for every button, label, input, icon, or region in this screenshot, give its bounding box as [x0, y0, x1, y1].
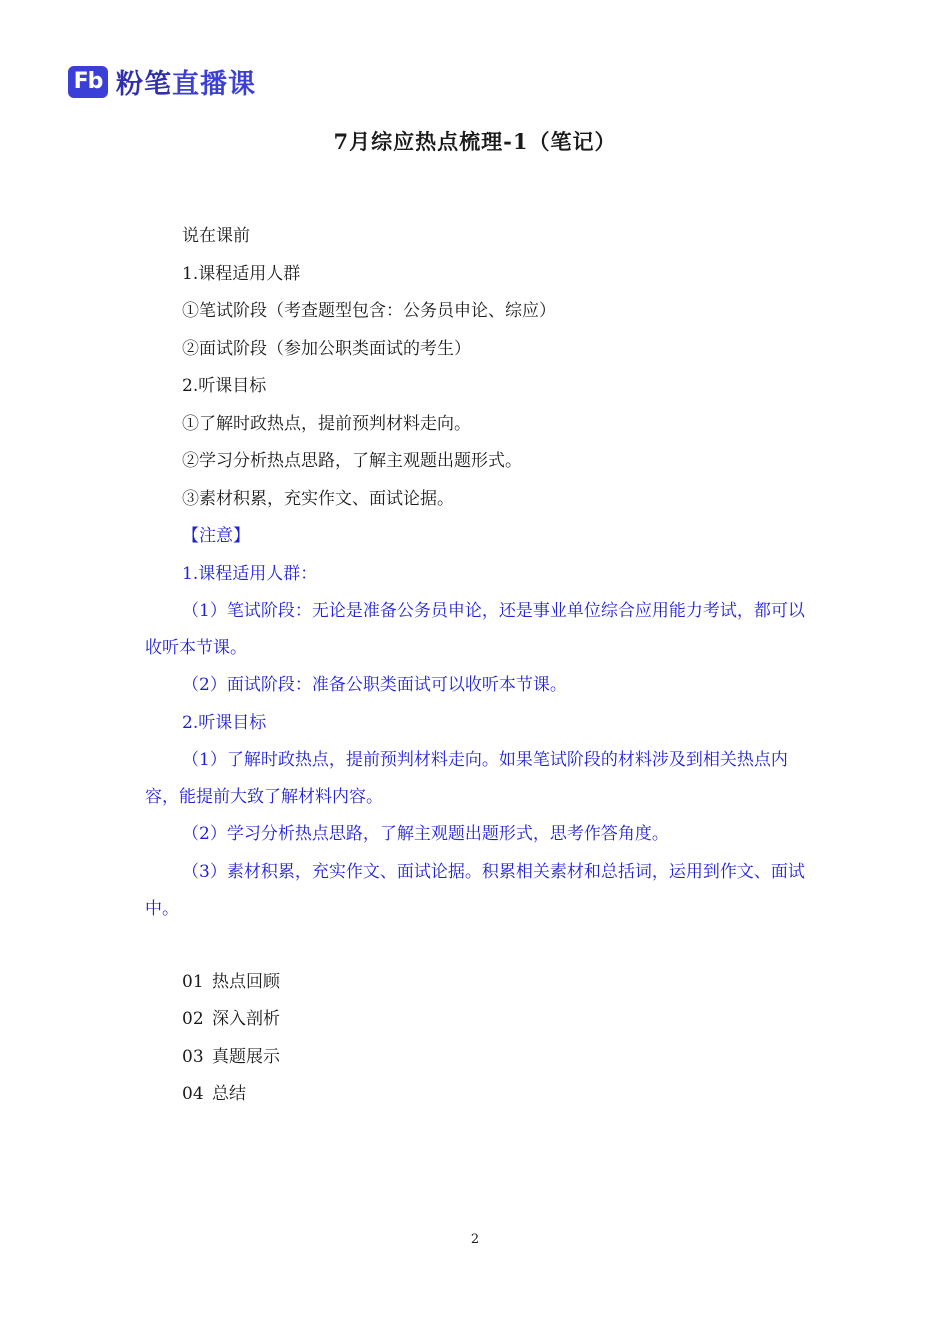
intro-heading: 说在课前 [182, 226, 250, 246]
outline-item-number: 04 [182, 1084, 204, 1104]
outline-item-label: 热点回顾 [212, 971, 280, 992]
brand-name [116, 62, 256, 101]
note-section-1-paragraph-2: （2）面试阶段：准备公职类面试可以收听本节课。 [182, 675, 567, 695]
outline-item-label: 总结 [212, 1084, 246, 1104]
outline-item-label: 深入剖析 [212, 1009, 280, 1029]
outline-item-number: 01 [182, 971, 204, 992]
intro-section-2-title: 2.听课目标 [182, 376, 267, 396]
intro-section-2-item-b: ②学习分析热点思路，了解主观题出题形式。 [182, 451, 522, 471]
intro-section-2-item-c: ③素材积累，充实作文、面试论据。 [182, 488, 454, 509]
outline-item-number: 03 [182, 1046, 204, 1067]
outline-item [145, 1076, 810, 1114]
note-section-1-paragraph-1: （1）笔试阶段：无论是准备公务员申论，还是事业单位综合应用能力考试，都可以收听本节课。 [145, 601, 805, 658]
note-section-2-title: 2.听课目标 [182, 712, 267, 733]
page-number: 2 [470, 1232, 480, 1247]
brand-name-a: 粉笔 [116, 69, 172, 100]
intro-section-2-item-a: ①了解时政热点，提前预判材料走向。 [182, 413, 471, 434]
outline-item [145, 964, 810, 1002]
note-section-2-paragraph-3: （3）素材积累，充实作文、面试论据。积累相关素材和总括词，运用到作文、面试中。 [145, 861, 805, 919]
document-title: 7月综应热点梳理-1（笔记） [333, 129, 617, 154]
note-section-1-title: 1.课程适用人群： [182, 563, 318, 584]
outline-item [145, 1039, 810, 1077]
outline-item-label: 真题展示 [212, 1046, 280, 1067]
outline-item-number: 02 [182, 1009, 204, 1029]
brand-name-b: 直播课 [172, 69, 256, 100]
brand-logo [68, 62, 256, 101]
intro-section-1-item-a: ①笔试阶段（考查题型包含：公务员申论、综应） [182, 301, 556, 321]
note-section-2-paragraph-2: （2）学习分析热点思路，了解主观题出题形式，思考作答角度。 [182, 824, 669, 844]
fb-logo-icon: Fb [68, 66, 108, 98]
note-heading: 【注意】 [182, 526, 250, 546]
intro-section-1-title: 1.课程适用人群 [182, 263, 301, 284]
outline-item [145, 1001, 810, 1039]
document-body [145, 218, 810, 1114]
spacer [145, 928, 810, 964]
intro-section-1-item-b: ②面试阶段（参加公职类面试的考生） [182, 338, 471, 359]
note-section-2-paragraph-1: （1）了解时政热点，提前预判材料走向。如果笔试阶段的材料涉及到相关热点内容，能提前大致了解材料内容。 [145, 750, 788, 807]
